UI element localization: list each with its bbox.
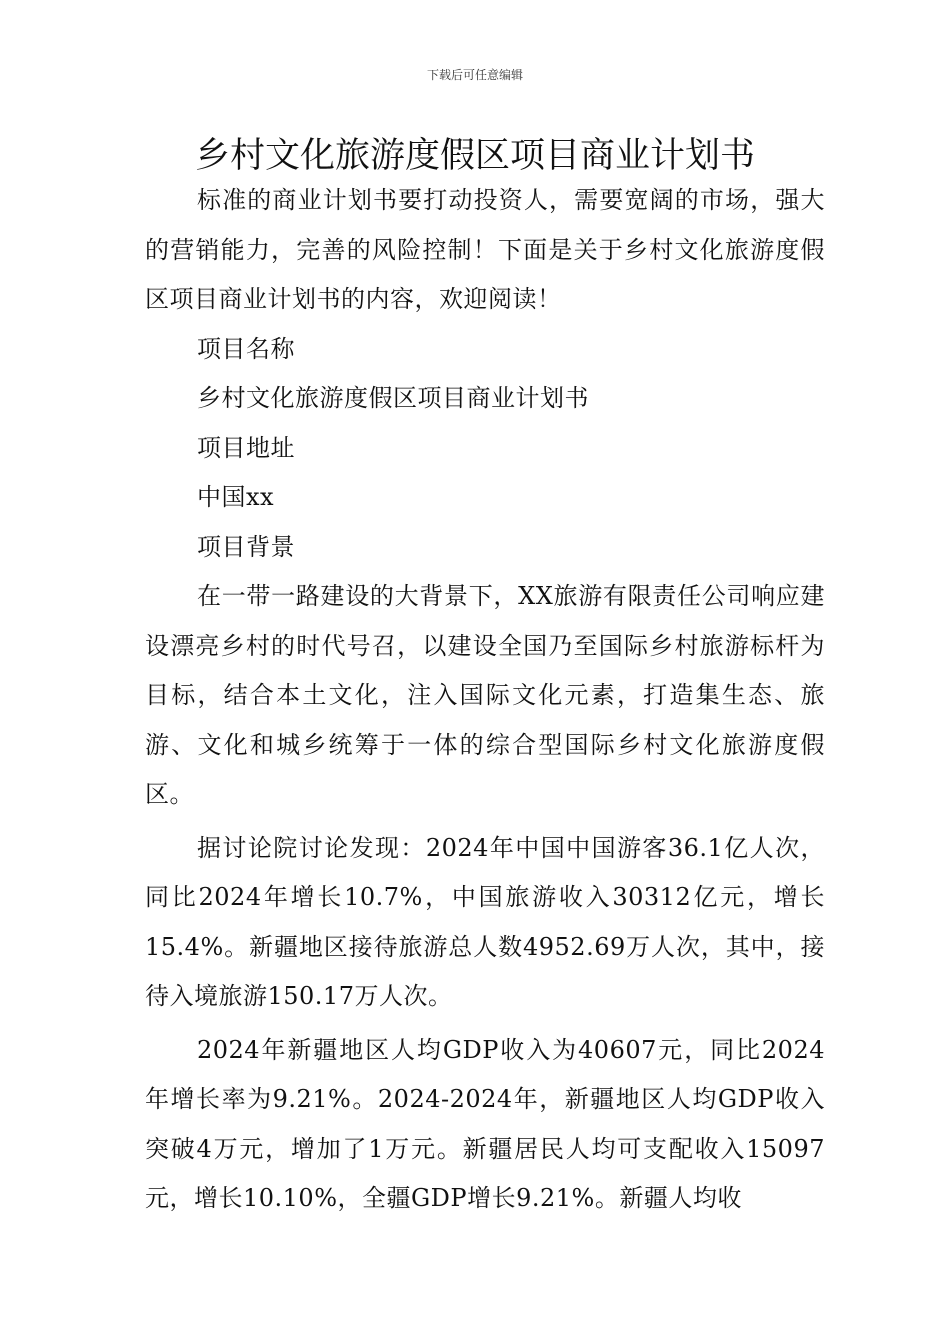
- background-paragraph-1: 在一带一路建设的大背景下，XX旅游有限责任公司响应建设漂亮乡村的时代号召，以建设全国乃至国际乡村旅游标杆为目标，结合本土文化，注入国际文化元素，打造集生态、旅游、文化和城乡统筹于一体的综合型国际乡村文化旅游度假区。: [145, 582, 825, 808]
- project-address-value: 中国xx: [197, 483, 275, 511]
- header-note: 下载后可任意编辑: [426, 68, 523, 82]
- background-paragraph-2: 据讨论院讨论发现：2024年中国中国游客36.1亿人次，同比2024年增长10.7%，中国旅游收入30312亿元，增长15.4%。新疆地区接待旅游总人数4952.69万人次，其中，接待入境旅游150.17万人次。: [145, 833, 825, 1010]
- background-paragraph-3: 2024年新疆地区人均GDP收入为40607元，同比2024年增长率为9.21%。2024-2024年，新疆地区人均GDP收入突破4万元，增加了1万元。新疆居民人均可支配收入15097元，增长10.10%，全疆GDP增长9.21%。新疆人均收: [145, 1035, 825, 1212]
- document-title: 乡村文化旅游度假区项目商业计划书: [194, 136, 755, 176]
- project-name-label: 项目名称: [197, 334, 295, 363]
- project-background-label: 项目背景: [197, 532, 295, 561]
- intro-paragraph: 标准的商业计划书要打动投资人，需要宽阔的市场，强大的营销能力，完善的风险控制！下面是关于乡村文化旅游度假区项目商业计划书的内容，欢迎阅读！: [145, 186, 825, 313]
- project-name-value: 乡村文化旅游度假区项目商业计划书: [197, 384, 589, 412]
- document-body: [145, 176, 825, 1224]
- project-address-label: 项目地址: [197, 433, 295, 462]
